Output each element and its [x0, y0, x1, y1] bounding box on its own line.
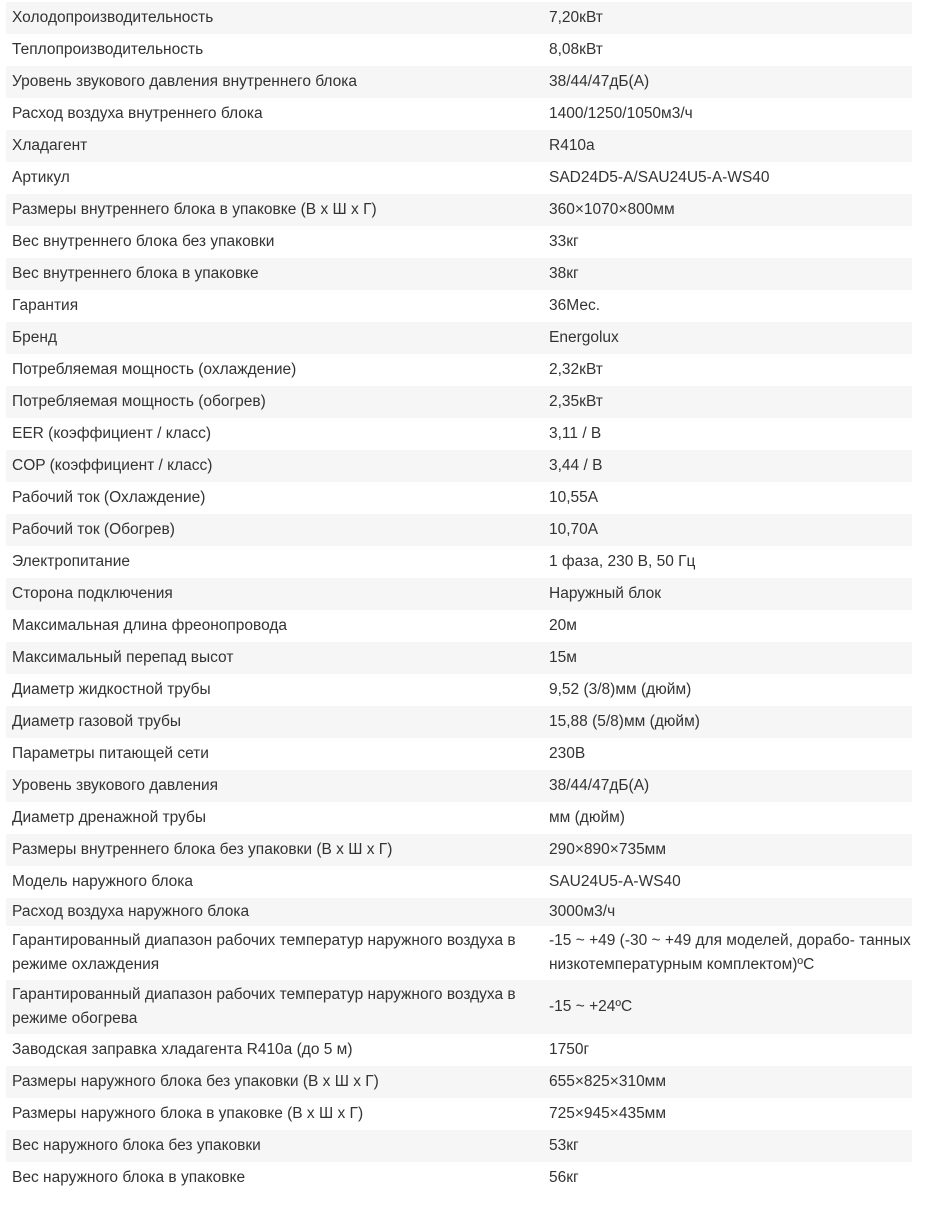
- spec-value: 36Мес.: [549, 297, 601, 314]
- spec-name: Размеры наружного блока в упаковке (В х Ш х Г): [12, 1105, 364, 1122]
- spec-value: 3,44 / B: [549, 457, 603, 474]
- spec-value: 10,55A: [549, 489, 599, 506]
- spec-name: Диаметр дренажной трубы: [12, 809, 207, 826]
- spec-value: 15м: [549, 649, 577, 666]
- spec-value: -15 ~ +24ºС: [549, 998, 633, 1015]
- spec-row: [6, 1130, 912, 1162]
- spec-value: 38/44/47дБ(А): [549, 73, 650, 90]
- spec-value: 1400/1250/1050м3/ч: [549, 105, 693, 122]
- spec-name: Гарантированный диапазон рабочих температур наружного воздуха в режиме охлаждения: [12, 932, 516, 973]
- spec-row: [6, 482, 912, 514]
- spec-row: [6, 2, 912, 34]
- spec-value: SAD24D5-A/SAU24U5-A-WS40: [549, 169, 770, 186]
- spec-name: Гарантия: [12, 297, 79, 314]
- spec-name: Вес наружного блока в упаковке: [12, 1169, 246, 1186]
- spec-name: Заводская заправка хладагента R410a (до 5 м): [12, 1041, 353, 1058]
- spec-row: [6, 1162, 912, 1194]
- spec-row: [6, 802, 912, 834]
- spec-value: 1 фаза, 230 В, 50 Гц: [549, 553, 696, 570]
- spec-value: Наружный блок: [549, 585, 662, 602]
- spec-row: [6, 194, 912, 226]
- spec-row: [6, 162, 912, 194]
- spec-name: Модель наружного блока: [12, 873, 194, 890]
- spec-name: Максимальная длина фреонопровода: [12, 617, 288, 634]
- spec-value: 38/44/47дБ(А): [549, 777, 650, 794]
- spec-name: Вес внутреннего блока без упаковки: [12, 233, 275, 250]
- spec-row: [6, 610, 912, 642]
- spec-value: 33кг: [549, 233, 579, 250]
- spec-row: [6, 322, 912, 354]
- spec-name: Потребляемая мощность (обогрев): [12, 393, 266, 410]
- spec-value: 7,20кВт: [549, 9, 603, 26]
- spec-value: 2,35кВт: [549, 393, 603, 410]
- spec-row: [6, 514, 912, 546]
- spec-value: 290×890×735мм: [549, 841, 666, 858]
- spec-value: 3000м3/ч: [549, 903, 616, 920]
- spec-value: 2,32кВт: [549, 361, 603, 378]
- spec-row: [6, 34, 912, 66]
- spec-name: Размеры внутреннего блока без упаковки (В х Ш х Г): [12, 841, 393, 858]
- spec-row: [6, 258, 912, 290]
- spec-row: [6, 642, 912, 674]
- specs-table: [6, 2, 912, 1194]
- spec-row: [6, 66, 912, 98]
- spec-name: Диаметр жидкостной трубы: [12, 681, 211, 698]
- spec-value: 8,08кВт: [549, 41, 603, 58]
- spec-name: COP (коэффициент / класс): [12, 457, 213, 474]
- spec-value: SAU24U5-A-WS40: [549, 873, 681, 890]
- spec-value: 1750г: [549, 1041, 590, 1058]
- spec-value: 9,52 (3/8)мм (дюйм): [549, 681, 692, 698]
- spec-row: [6, 290, 912, 322]
- spec-name: Размеры наружного блока без упаковки (В х Ш х Г): [12, 1073, 379, 1090]
- spec-row: [6, 770, 912, 802]
- spec-name: Электропитание: [12, 553, 131, 570]
- spec-value: 10,70A: [549, 521, 599, 538]
- spec-value: 56кг: [549, 1169, 579, 1186]
- spec-name: Гарантированный диапазон рабочих температур наружного воздуха в режиме обогрева: [12, 986, 516, 1027]
- spec-value: 3,11 / B: [549, 425, 602, 442]
- spec-name: Артикул: [12, 169, 70, 186]
- spec-name: Диаметр газовой трубы: [12, 713, 182, 730]
- spec-row: [6, 1034, 912, 1066]
- spec-value: -15 ~ +49 (-30 ~ +49 для моделей, дорабо- танных низкотемпературным комплектом)ºС: [549, 932, 911, 973]
- spec-row: [6, 706, 912, 738]
- spec-name: Сторона подключения: [12, 585, 173, 602]
- spec-value: 38кг: [549, 265, 579, 282]
- spec-name: Расход воздуха внутреннего блока: [12, 105, 263, 122]
- spec-value: 360×1070×800мм: [549, 201, 675, 218]
- spec-row: [6, 1098, 912, 1130]
- spec-row: [6, 98, 912, 130]
- spec-name: Уровень звукового давления: [12, 777, 219, 794]
- spec-name: Рабочий ток (Обогрев): [12, 521, 175, 538]
- spec-name: Рабочий ток (Охлаждение): [12, 489, 206, 506]
- spec-row: [6, 738, 912, 770]
- spec-value: 20м: [549, 617, 577, 634]
- spec-row: [6, 418, 912, 450]
- spec-row: [6, 386, 912, 418]
- spec-row: [6, 578, 912, 610]
- spec-row: [6, 226, 912, 258]
- spec-value: 15,88 (5/8)мм (дюйм): [549, 713, 700, 730]
- spec-name: Теплопроизводительность: [12, 41, 204, 58]
- spec-value: 725×945×435мм: [549, 1105, 666, 1122]
- spec-value: мм (дюйм): [549, 809, 625, 826]
- spec-row: [6, 674, 912, 706]
- spec-name: Хладагент: [12, 137, 88, 154]
- spec-name: Вес наружного блока без упаковки: [12, 1137, 261, 1154]
- spec-value: 655×825×310мм: [549, 1073, 666, 1090]
- spec-row: [6, 546, 912, 578]
- spec-row: [6, 834, 912, 866]
- spec-name: Параметры питающей сети: [12, 745, 209, 762]
- spec-row: [6, 980, 912, 1034]
- spec-name: Потребляемая мощность (охлаждение): [12, 361, 297, 378]
- spec-row: [6, 1066, 912, 1098]
- spec-row: [6, 866, 912, 898]
- spec-value: 53кг: [549, 1137, 579, 1154]
- spec-name: Размеры внутреннего блока в упаковке (В х Ш х Г): [12, 201, 377, 218]
- spec-row: [6, 898, 912, 926]
- spec-name: EER (коэффициент / класс): [12, 425, 212, 442]
- spec-value: R410a: [549, 137, 595, 154]
- spec-name: Расход воздуха наружного блока: [12, 903, 250, 920]
- spec-row: [6, 130, 912, 162]
- spec-name: Вес внутреннего блока в упаковке: [12, 265, 259, 282]
- spec-name: Уровень звукового давления внутреннего блока: [12, 73, 358, 90]
- spec-name: Максимальный перепад высот: [12, 649, 234, 666]
- spec-row: [6, 354, 912, 386]
- spec-value: Energolux: [549, 329, 619, 346]
- spec-row: [6, 926, 912, 980]
- spec-name: Бренд: [12, 329, 58, 346]
- spec-name: Холодопроизводительность: [12, 9, 214, 26]
- spec-row: [6, 450, 912, 482]
- spec-value: 230В: [549, 745, 586, 762]
